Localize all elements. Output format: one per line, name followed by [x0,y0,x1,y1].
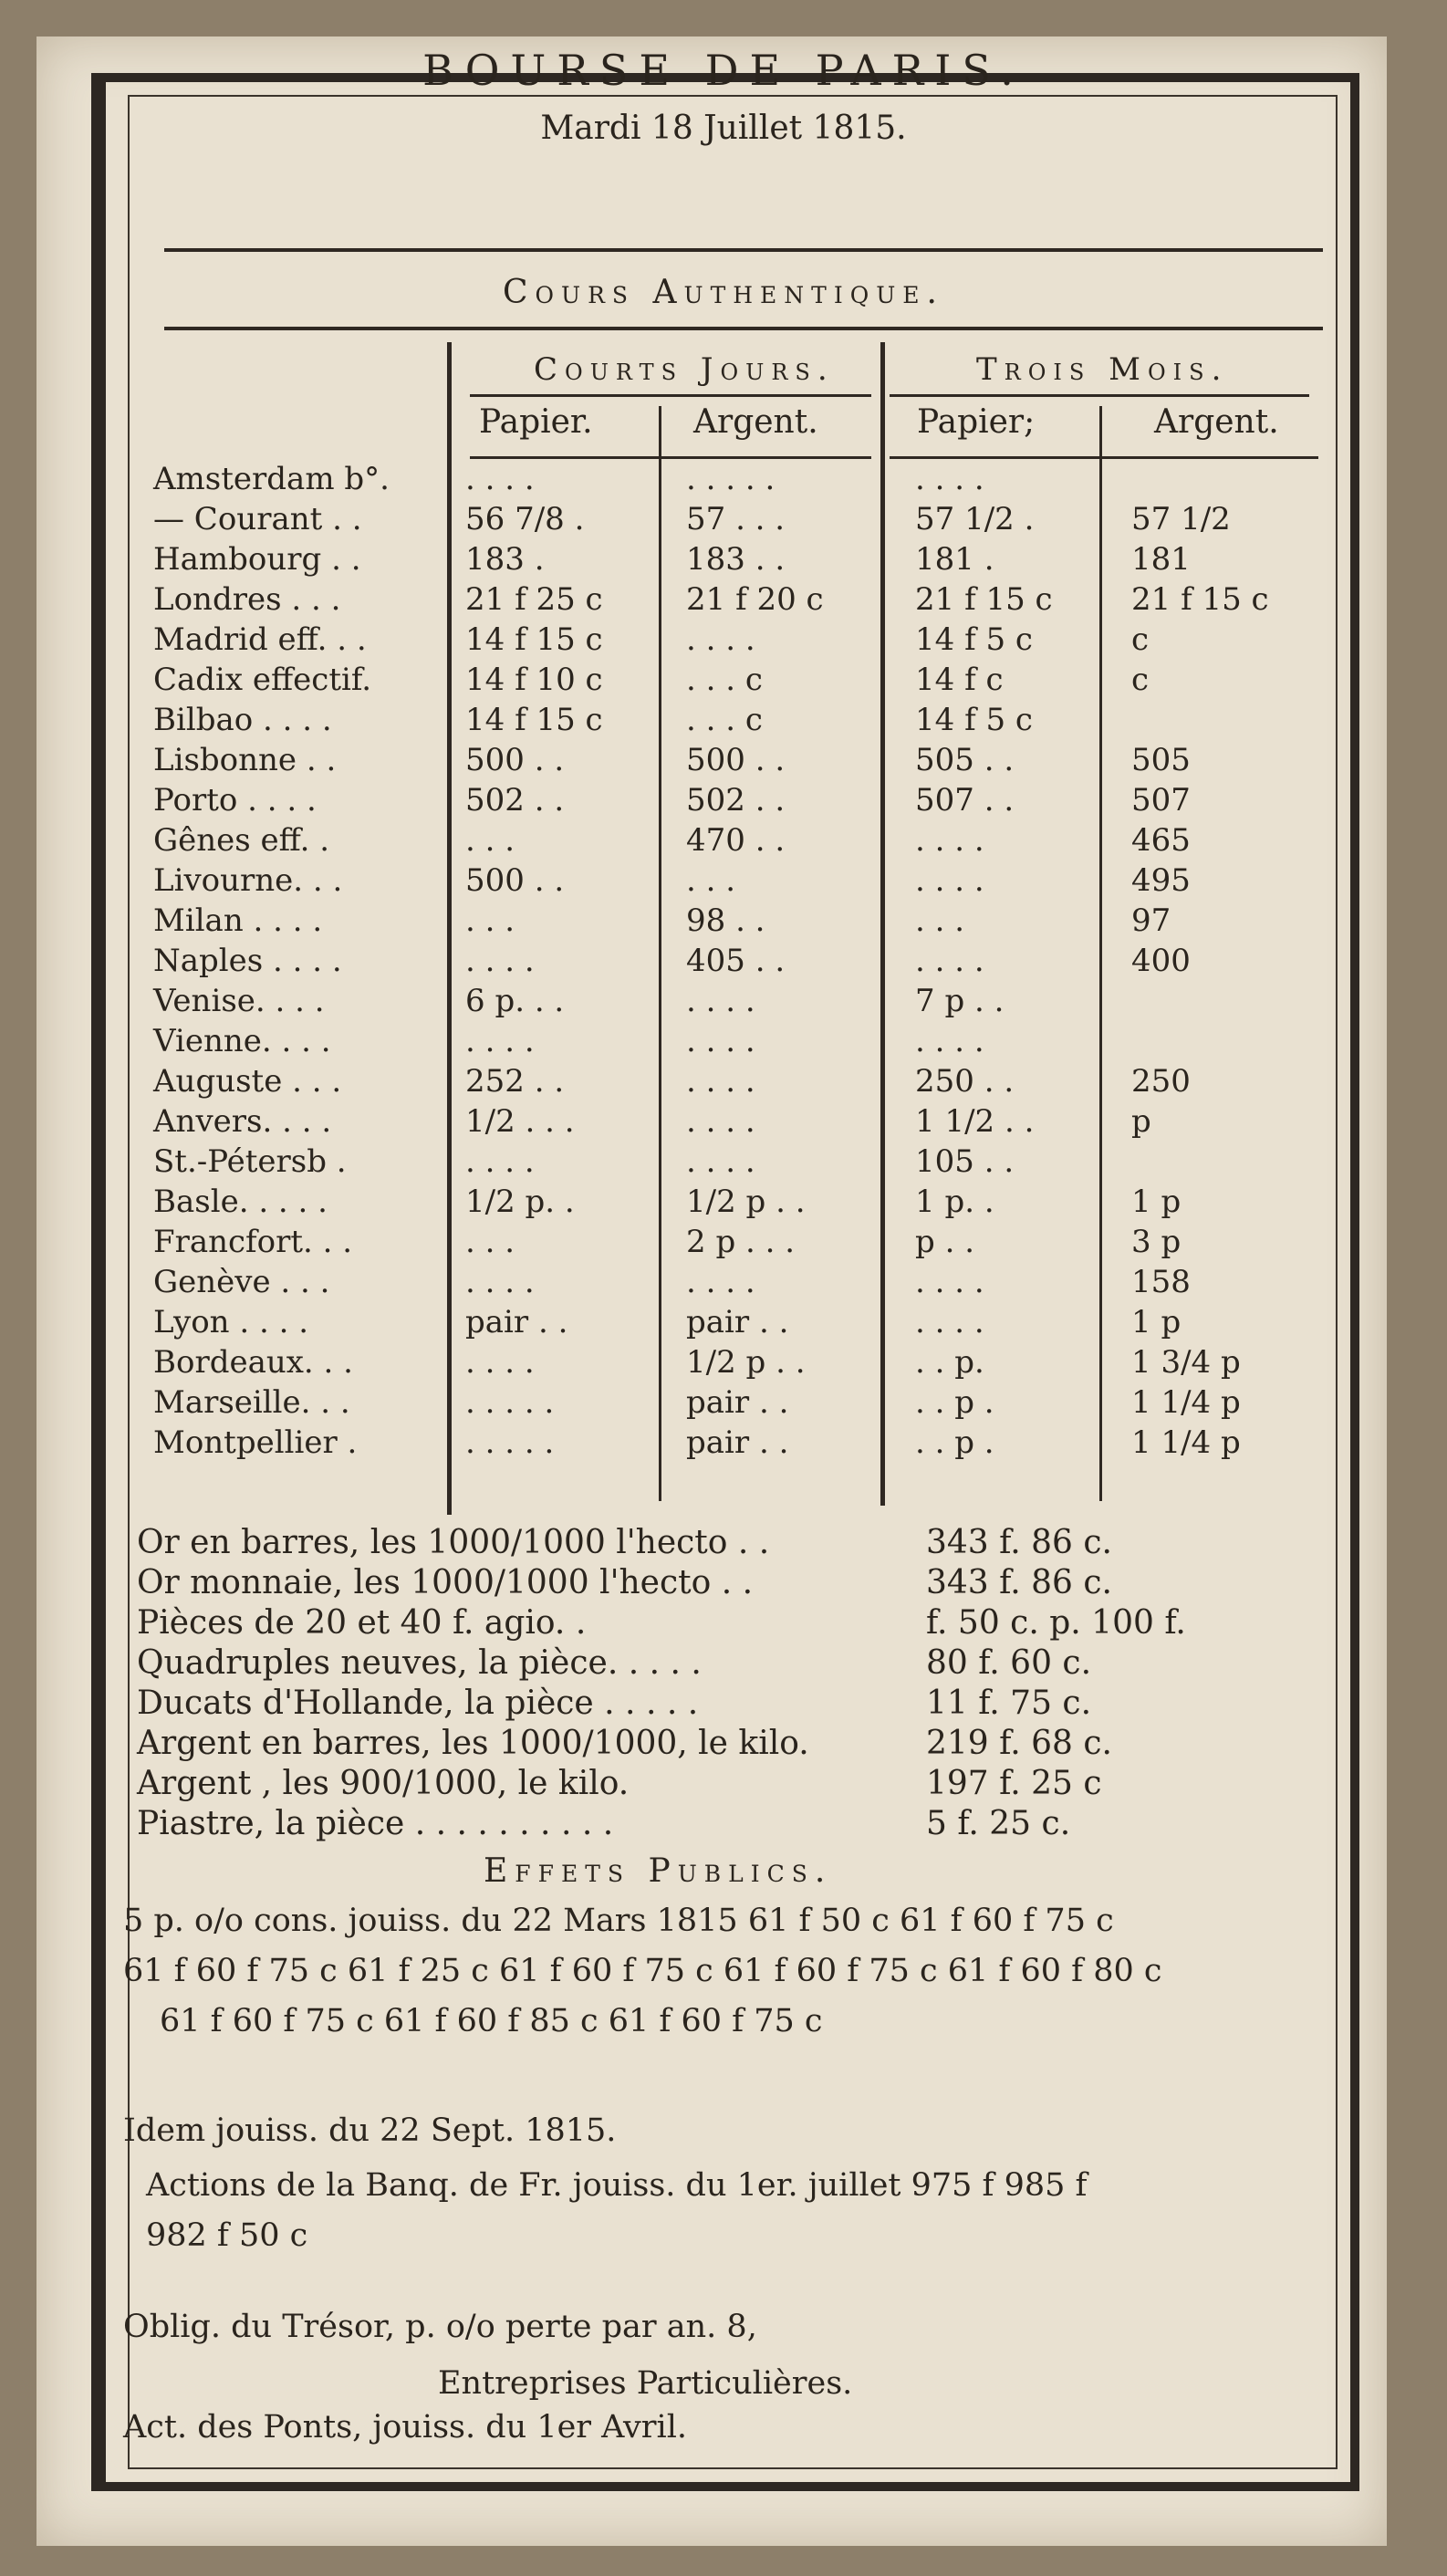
row-courts-papier: 500 . . [465,862,565,899]
row-place: Anvers. . . . [153,1103,332,1140]
row-trois-argent: 465 [1131,822,1191,859]
table-row [0,501,1447,541]
row-trois-papier: 105 . . [915,1143,1015,1180]
table-row [0,1344,1447,1384]
row-trois-papier: . . . . [915,862,984,899]
row-trois-argent: 57 1/2 [1131,501,1231,537]
row-courts-argent: 1/2 p . . [686,1344,806,1381]
row-trois-papier: . . p. [915,1344,984,1381]
effets-line: Entreprises Particulières. [438,2365,853,2402]
row-trois-papier: 507 . . [915,782,1015,819]
row-place: Bilbao . . . . [153,702,332,738]
row-courts-argent: 470 . . [686,822,786,859]
row-place: Marseille. . . [153,1384,350,1421]
row-place: Hambourg . . [153,541,361,578]
table-row [0,621,1447,662]
row-trois-papier: 14 f 5 c [915,702,1033,738]
row-trois-papier: 7 p . . [915,983,1005,1019]
page-title: BOURSE DE PARIS. [422,46,1025,95]
table-row [0,541,1447,581]
row-place: Londres . . . [153,581,341,618]
row-trois-argent: 1 p [1131,1184,1182,1220]
row-trois-argent: 21 f 15 c [1131,581,1269,618]
row-trois-papier: 505 . . [915,742,1015,778]
row-courts-argent: . . . c [686,702,763,738]
row-trois-papier: . . . . [915,822,984,859]
row-trois-papier: . . . . [915,461,984,497]
row-courts-papier: . . . . [465,1023,535,1059]
row-trois-argent: 495 [1131,862,1191,899]
table-row [0,1264,1447,1304]
row-place: Bordeaux. . . [153,1344,353,1381]
row-trois-argent: 400 [1131,943,1191,979]
row-courts-argent: 21 f 20 c [686,581,824,618]
row-place: Cadix effectif. [153,662,372,698]
metal-label: Or monnaie, les 1000/1000 l'hecto . . [137,1564,754,1601]
row-courts-argent: pair . . [686,1384,789,1421]
group-rule-trois [890,394,1309,397]
row-courts-papier: . . . . . [465,1384,555,1421]
table-row [0,1023,1447,1063]
table-row [0,1304,1447,1344]
metal-label: Quadruples neuves, la pièce. . . . . [137,1644,702,1682]
table-row [0,461,1447,501]
title-rule [164,248,1323,252]
row-trois-argent: 507 [1131,782,1191,819]
row-trois-argent: c [1131,621,1150,658]
row-trois-argent: 158 [1131,1264,1191,1300]
row-courts-papier: 14 f 15 c [465,621,603,658]
row-courts-argent: 502 . . [686,782,786,819]
table-row [0,1384,1447,1424]
row-courts-argent: 183 . . [686,541,786,578]
row-trois-argent: 1 1/4 p [1131,1384,1241,1421]
row-place: Lyon . . . . [153,1304,309,1340]
row-courts-papier: . . . . . [465,1424,555,1461]
row-trois-papier: 21 f 15 c [915,581,1053,618]
row-place: Livourne. . . [153,862,343,899]
row-courts-argent: . . . . [686,621,755,658]
row-place: Porto . . . . [153,782,317,819]
metal-value: 5 f. 25 c. [926,1805,1071,1842]
table-row [0,902,1447,943]
row-courts-papier: pair . . [465,1304,568,1340]
row-place: Milan . . . . [153,902,323,939]
row-courts-papier: 502 . . [465,782,565,819]
page-date: Mardi 18 Juillet 1815. [540,110,907,147]
header-rule-2 [890,456,1318,459]
row-place: Auguste . . . [153,1063,342,1100]
table-row [0,1224,1447,1264]
row-trois-papier: 181 . [915,541,994,578]
effets-line: 61 f 60 f 75 c 61 f 60 f 85 c 61 f 60 f 75 c [160,2003,823,2039]
effets-line: 982 f 50 c [146,2217,308,2254]
metal-label: Or en barres, les 1000/1000 l'hecto . . [137,1524,770,1561]
row-trois-argent: 1 p [1131,1304,1182,1340]
table-row [0,782,1447,822]
row-courts-papier: 14 f 15 c [465,702,603,738]
row-place: Amsterdam b°. [153,461,390,497]
table-row [0,1103,1447,1143]
effets-publics-title: Effets Publics. [484,1852,833,1890]
table-row [0,702,1447,742]
row-courts-papier: . . . . [465,943,535,979]
row-trois-papier: . . . . [915,1304,984,1340]
row-trois-papier: . . . . [915,1264,984,1300]
row-trois-argent: 250 [1131,1063,1191,1100]
row-courts-argent: 98 . . [686,902,765,939]
row-courts-argent: . . . . [686,1023,755,1059]
row-courts-papier: . . . . [465,461,535,497]
metal-value: 197 f. 25 c [926,1765,1102,1802]
row-courts-papier: . . . [465,1224,515,1260]
row-trois-argent: p [1131,1103,1151,1140]
row-trois-papier: 1 1/2 . . [915,1103,1035,1140]
table-row [0,1063,1447,1103]
row-courts-argent: 1/2 p . . [686,1184,806,1220]
group-trois-mois: Trois Mois. [976,351,1229,388]
col-header-papier-trois: Papier; [917,403,1036,441]
row-place: St.-Pétersb . [153,1143,347,1180]
row-courts-argent: . . . . [686,1264,755,1300]
row-place: Madrid eff. . . [153,621,367,658]
row-place: Vienne. . . . [153,1023,331,1059]
row-trois-papier: . . . . [915,943,984,979]
row-courts-papier: . . . [465,822,515,859]
row-trois-papier: . . . . [915,1023,984,1059]
row-courts-papier: . . . . [465,1264,535,1300]
metal-label: Piastre, la pièce . . . . . . . . . . [137,1805,614,1842]
row-courts-papier: . . . . [465,1344,535,1381]
row-courts-argent: . . . [686,862,736,899]
effets-line: 5 p. o/o cons. jouiss. du 22 Mars 1815 61 f 50 c 61 f 60 f 75 c [123,1903,1114,1939]
row-trois-argent: 181 [1131,541,1191,578]
table-row [0,1184,1447,1224]
row-trois-papier: 14 f c [915,662,1004,698]
table-row [0,742,1447,782]
group-rule-courts [470,394,871,397]
row-trois-papier: 1 p. . [915,1184,994,1220]
table-row [0,822,1447,862]
row-courts-papier: 183 . [465,541,545,578]
col-header-papier: Papier. [479,403,593,441]
row-trois-argent: 3 p [1131,1224,1182,1260]
effets-line: Idem jouiss. du 22 Sept. 1815. [123,2112,617,2149]
row-courts-argent: 57 . . . [686,501,786,537]
table-row [0,662,1447,702]
row-trois-papier: . . . [915,902,965,939]
effets-line: Act. des Ponts, jouiss. du 1er Avril. [123,2409,688,2446]
table-row [0,983,1447,1023]
table-row [0,862,1447,902]
table-row [0,581,1447,621]
row-place: Naples . . . . [153,943,342,979]
table-row [0,1143,1447,1184]
metal-label: Argent , les 900/1000, le kilo. [137,1765,630,1802]
metal-value: 80 f. 60 c. [926,1644,1092,1682]
row-courts-argent: . . . . . [686,461,776,497]
row-trois-argent: c [1131,662,1150,698]
group-courts-jours: Courts Jours. [534,351,835,388]
row-courts-argent: 500 . . [686,742,786,778]
section-rule [164,327,1323,330]
row-courts-papier: 1/2 p. . [465,1184,575,1220]
row-trois-argent: 97 [1131,902,1171,939]
row-courts-argent: pair . . [686,1304,789,1340]
row-trois-papier: . . p . [915,1424,994,1461]
metal-label: Pièces de 20 et 40 f. agio. . [137,1604,587,1642]
effets-line: 61 f 60 f 75 c 61 f 25 c 61 f 60 f 75 c 61 f 60 f 75 c 61 f 60 f 80 c [123,1953,1162,1989]
metal-value: f. 50 c. p. 100 f. [926,1604,1186,1642]
row-courts-papier: 500 . . [465,742,565,778]
metal-label: Argent en barres, les 1000/1000, le kilo. [137,1725,809,1762]
row-place: Gênes eff. . [153,822,330,859]
row-trois-papier: . . p . [915,1384,994,1421]
row-courts-argent: . . . . [686,1063,755,1100]
col-header-argent: Argent. [693,403,818,441]
row-place: Venise. . . . [153,983,325,1019]
row-courts-argent: . . . c [686,662,763,698]
row-trois-papier: p . . [915,1224,974,1260]
row-courts-papier: 1/2 . . . [465,1103,575,1140]
row-trois-papier: 250 . . [915,1063,1015,1100]
row-place: Montpellier . [153,1424,358,1461]
row-courts-papier: 252 . . [465,1063,565,1100]
row-courts-papier: 21 f 25 c [465,581,603,618]
metal-label: Ducats d'Hollande, la pièce . . . . . [137,1684,699,1722]
row-courts-papier: . . . [465,902,515,939]
row-courts-argent: 405 . . [686,943,786,979]
row-place: Basle. . . . . [153,1184,328,1220]
effets-line: Oblig. du Trésor, p. o/o perte par an. 8, [123,2309,757,2345]
row-trois-argent: 1 3/4 p [1131,1344,1241,1381]
row-trois-argent: 1 1/4 p [1131,1424,1241,1461]
row-place: Genève . . . [153,1264,330,1300]
row-courts-papier: 14 f 10 c [465,662,603,698]
col-header-argent-trois: Argent. [1154,403,1279,441]
row-courts-argent: . . . . [686,1143,755,1180]
row-place: Lisbonne . . [153,742,337,778]
row-place: Francfort. . . [153,1224,353,1260]
row-courts-argent: . . . . [686,1103,755,1140]
section-title: Cours Authentique. [503,274,944,311]
metal-value: 219 f. 68 c. [926,1725,1112,1762]
row-trois-papier: 14 f 5 c [915,621,1033,658]
row-courts-papier: 56 7/8 . [465,501,585,537]
row-trois-argent: 505 [1131,742,1191,778]
row-courts-papier: . . . . [465,1143,535,1180]
row-courts-argent: 2 p . . . [686,1224,796,1260]
row-courts-argent: . . . . [686,983,755,1019]
row-courts-argent: pair . . [686,1424,789,1461]
row-place: — Courant . . [153,501,362,537]
metal-value: 343 f. 86 c. [926,1564,1112,1601]
effets-line: Actions de la Banq. de Fr. jouiss. du 1er. juillet 975 f 985 f [146,2167,1088,2204]
row-trois-papier: 57 1/2 . [915,501,1035,537]
metal-value: 343 f. 86 c. [926,1524,1112,1561]
header-rule-1 [470,456,871,459]
table-row [0,1424,1447,1465]
row-courts-papier: 6 p. . . [465,983,565,1019]
metal-value: 11 f. 75 c. [926,1684,1092,1722]
table-row [0,943,1447,983]
